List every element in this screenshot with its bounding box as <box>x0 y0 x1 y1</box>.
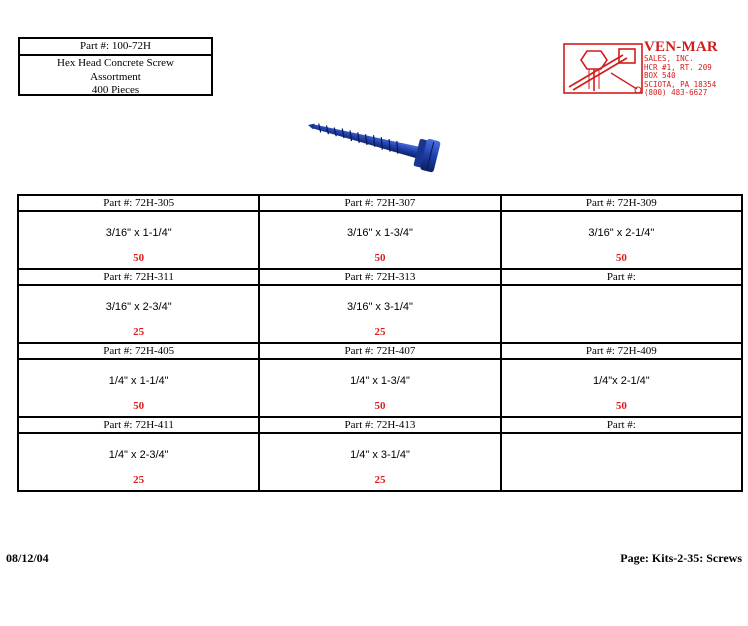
part-title-box <box>18 37 213 96</box>
screw-size: 1/4" x 3-1/4" <box>350 449 410 461</box>
part-number-cell: Part #: 72H-405 <box>18 343 259 359</box>
part-number-cell: Part #: 72H-307 <box>259 195 500 211</box>
kit-description-line: Hex Head Concrete Screw <box>57 57 174 69</box>
part-detail-cell <box>501 359 742 417</box>
part-number-cell: Part #: 72H-409 <box>501 343 742 359</box>
table-row <box>18 433 742 491</box>
blue-hex-head-screw-icon <box>300 120 450 180</box>
quantity: 25 <box>133 474 145 486</box>
table-row <box>18 343 742 359</box>
screw-size: 1/4" x 2-3/4" <box>108 449 169 461</box>
part-number-cell: Part #: 72H-313 <box>259 269 500 285</box>
part-detail-cell <box>18 359 259 417</box>
parts-table <box>17 194 743 492</box>
company-line: BOX 540 <box>644 71 676 80</box>
screw-size: 3/16" x 1-1/4" <box>105 227 172 239</box>
quantity: 50 <box>133 252 145 264</box>
kit-description-line: 400 Pieces <box>91 84 140 96</box>
ven-mar-logo-text <box>644 40 718 98</box>
kit-part-number: Part #: 100-72H <box>20 39 211 56</box>
screw-size: 3/16" x 2-3/4" <box>105 301 172 313</box>
table-row <box>18 211 742 269</box>
part-detail-cell <box>18 211 259 269</box>
part-number-cell: Part #: <box>501 269 742 285</box>
part-number-cell: Part #: <box>501 417 742 433</box>
quantity: 25 <box>374 326 386 338</box>
table-row <box>18 269 742 285</box>
part-detail-cell <box>259 211 500 269</box>
kit-description <box>20 56 211 98</box>
screw-size: 1/4" x 1-1/4" <box>108 375 169 387</box>
part-number-cell: Part #: 72H-309 <box>501 195 742 211</box>
footer-date: 08/12/04 <box>6 551 49 565</box>
part-detail-cell <box>259 285 500 343</box>
table-row <box>18 417 742 433</box>
quantity: 25 <box>374 474 386 486</box>
part-detail-cell <box>259 359 500 417</box>
quantity: 25 <box>133 326 145 338</box>
screw-size: 1/4" x 1-3/4" <box>350 375 410 387</box>
screw-size: 1/4"x 2-1/4" <box>592 375 650 387</box>
company-name: VEN-MAR <box>644 39 718 55</box>
quantity: 50 <box>374 400 386 412</box>
screw-size: 3/16" x 1-3/4" <box>347 227 413 239</box>
quantity: 50 <box>133 400 145 412</box>
quantity: 50 <box>615 400 627 412</box>
part-detail-cell <box>259 433 500 491</box>
part-number-cell: Part #: 72H-407 <box>259 343 500 359</box>
quantity: 50 <box>374 252 386 264</box>
footer-page-label: Page: Kits-2-35: Screws <box>620 551 742 565</box>
part-number-cell: Part #: 72H-411 <box>18 417 259 433</box>
part-number-cell: Part #: 72H-311 <box>18 269 259 285</box>
company-line: SCIOTA, PA 18354 <box>644 79 717 89</box>
table-row <box>18 195 742 211</box>
company-line: SALES, INC. <box>644 54 694 63</box>
screw-size: 3/16" x 3-1/4" <box>347 301 413 313</box>
part-number-cell: Part #: 72H-305 <box>18 195 259 211</box>
part-detail-cell <box>501 211 742 269</box>
kit-description-line: Assortment <box>90 70 141 83</box>
part-detail-cell <box>501 285 742 343</box>
part-detail-cell <box>18 433 259 491</box>
company-line: HCR #1, RT. 209 <box>644 62 712 72</box>
table-row <box>18 359 742 417</box>
quantity: 50 <box>615 252 627 264</box>
part-number-cell: Part #: 72H-413 <box>259 417 500 433</box>
screw-size: 3/16" x 2-1/4" <box>588 227 655 239</box>
table-row <box>18 285 742 343</box>
part-detail-cell <box>501 433 742 491</box>
company-line: (800) 483-6627 <box>644 88 708 97</box>
part-detail-cell <box>18 285 259 343</box>
ven-mar-logo-icon <box>563 43 645 95</box>
ven-mar-logo <box>560 39 718 98</box>
